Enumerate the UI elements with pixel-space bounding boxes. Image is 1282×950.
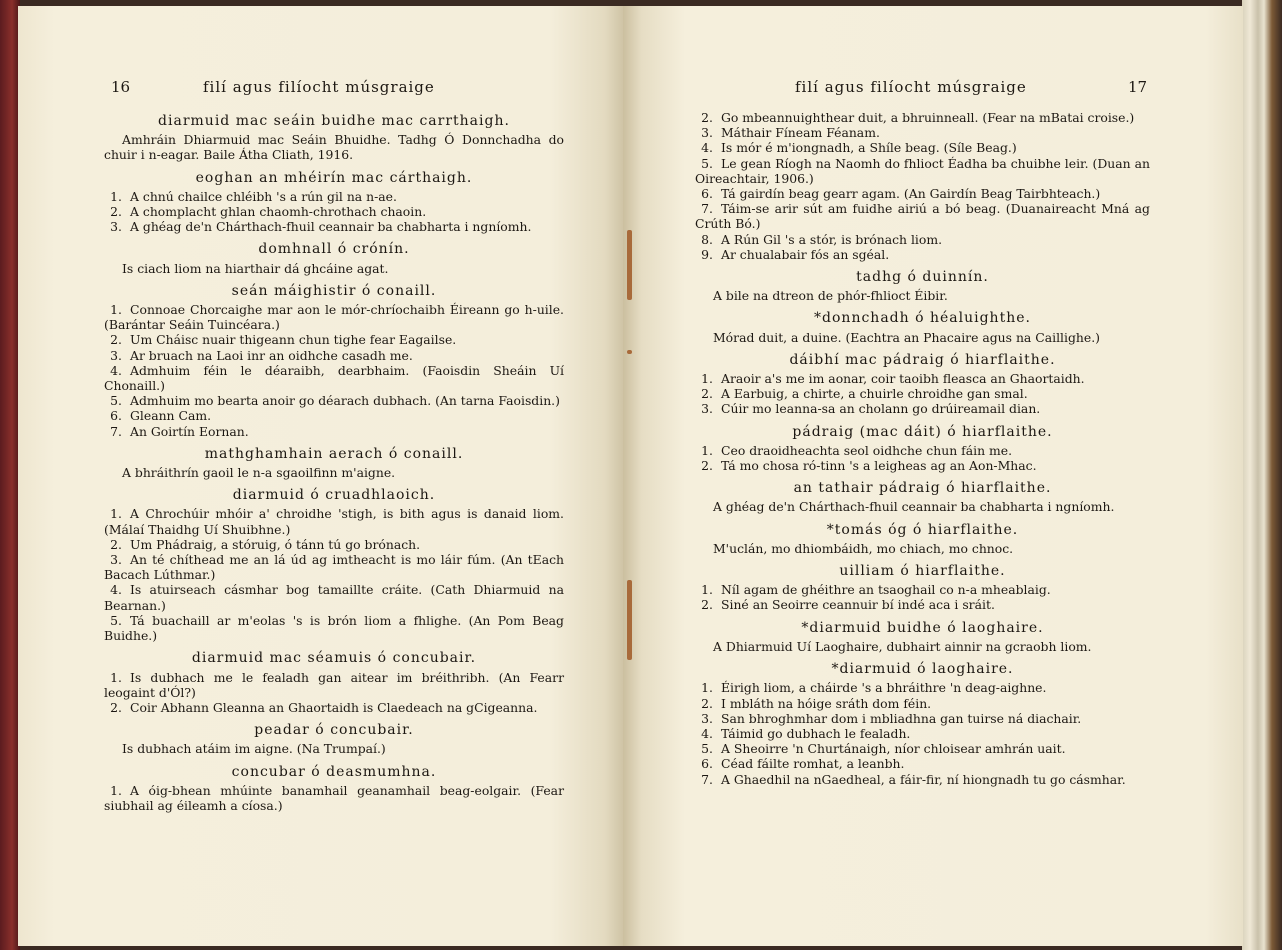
list-item [104,700,564,715]
item-text: Le gean Ríogh na Naomh do fhlioct Éadha ba chuibhe leir. (Duan an Oireachtair, 1906.) [695,155,1150,186]
list-item [695,401,1150,416]
list-item [104,189,564,204]
item-text: Tá gairdín beag gearr agam. (An Gairdín Beag Tairbhteach.) [721,186,1101,202]
item-text: A Rún Gil 's a stór, is brónach liom. [721,231,943,247]
item-text: A Sheoirre 'n Churtánaigh, níor chloisear amhrán uait. [721,741,1066,757]
list-item [695,110,1150,125]
section-heading: uilliam ó hiarflaithe. [839,563,1006,580]
item-number: 5. [110,393,122,409]
item-text: A chnú chailce chléibh 's a rún gil na n-ae. [130,188,397,204]
item-text: Ceo draoidheachta seol oidhche chun fáin me. [721,442,1013,458]
item-text: Níl agam de ghéithre an tsaoghail co n-a mheablaig. [721,582,1051,598]
item-number: 3. [110,347,122,363]
item-number: 2. [110,699,122,715]
section-heading: diarmuid mac séamuis ó concubair. [191,650,477,667]
item-text: A óig-bhean mhúinte banamhail geanamhail beag-eolgair. (Fear siubhail ag éileamh a cíosa.) [104,782,564,813]
list-item [104,552,564,582]
item-text: Céad fáilte romhat, a leanbh. [721,756,905,772]
body-paragraph: A bhráithrín gaoil le n-a sgaoilfinn m'aigne. [122,465,396,481]
item-text: Máthair Fíneam Féanam. [721,125,880,141]
item-number: 4. [701,140,713,156]
item-number: 1. [701,582,713,598]
item-text: Connoae Chorcaighe mar aon le mór-chríochaibh Éireann go h-uile. (Barántar Seáin Tuincéara.) [104,302,564,333]
list-item [104,783,564,813]
item-text: An té chíthead me an lá úd ag imtheacht is mo láir fúm. (An tEach Bacach Lúthmar.) [104,552,564,583]
item-text: Admhuim mo bearta anoir go déarach dubhach. (An tarna Faoisdin.) [130,393,560,409]
item-number: 4. [701,725,713,741]
item-number: 2. [110,204,122,220]
list-item [695,696,1150,711]
item-number: 7. [701,201,713,217]
book-cover-edge-left [0,0,20,950]
list-item [695,201,1150,231]
page-number-left: 16 [111,78,131,96]
item-number: 2. [701,597,713,613]
item-text: Tá mo chosa ró-tinn 's a leigheas ag an Aon-Mhac. [721,458,1037,474]
item-number: 6. [110,408,122,424]
item-text: Táimid go dubhach le fealadh. [721,725,911,741]
list-item [104,302,564,332]
left-page-content [104,106,564,813]
list-item [695,443,1150,458]
right-page-content [695,110,1150,787]
list-item [104,204,564,219]
list-item [104,219,564,234]
section-heading: *diarmuid buidhe ó laoghaire. [801,619,1044,636]
item-text: Is atuirseach cásmhar bog tamaillte cráite. (Cath Dhiarmuid na Bearnan.) [104,582,564,613]
list-item [104,348,564,363]
section-heading: *donnchadh ó héaluighthe. [814,310,1031,327]
page-number-right: 17 [1128,78,1148,96]
item-number: 8. [701,231,713,247]
section-heading: seán máighistir ó conaill. [231,282,437,299]
item-text: San bhroghmhar dom i mbliadhna gan tuirse ná diachair. [721,710,1082,726]
item-number: 2. [110,536,122,552]
list-item [695,186,1150,201]
list-item [104,670,564,700]
list-item [695,726,1150,741]
item-number: 3. [110,219,122,235]
item-text: Um Phádraig, a stóruig, ó tánn tú go brónach. [130,536,421,552]
item-number: 7. [701,771,713,787]
list-item [695,711,1150,726]
item-text: Ar bruach na Laoi inr an oidhche casadh me. [130,347,413,363]
list-item [104,393,564,408]
right-page [623,6,1243,946]
item-text: Ar chualabair fós an sgéal. [721,246,890,262]
item-number: 2. [110,332,122,348]
item-number: 3. [701,401,713,417]
item-text: A Ghaedhil na nGaedheal, a fáir-fir, ní hiongnadh tu go cásmhar. [721,771,1126,787]
item-number: 3. [701,125,713,141]
list-item [695,582,1150,597]
book-cover-edge-right [1242,0,1282,950]
item-text: A chomplacht ghlan chaomh-chrothach chaoin. [130,204,427,220]
list-item [695,756,1150,771]
item-number: 6. [701,756,713,772]
list-item [104,613,564,643]
section-heading: dáibhí mac pádraig ó hiarflaithe. [789,351,1056,368]
item-text: A ghéag de'n Chárthach-fhuil ceannair ba chabharta i ngníomh. [130,219,532,235]
item-number: 1. [701,442,713,458]
list-item [104,582,564,612]
list-item [695,597,1150,612]
section-heading: *diarmuid ó laoghaire. [831,661,1014,678]
item-number: 1. [110,506,122,522]
list-item [695,741,1150,756]
item-number: 3. [701,710,713,726]
item-number: 5. [110,612,122,628]
list-item [695,156,1150,186]
body-paragraph: M'uclán, mo dhiombáidh, mo chiach, mo chnoc. [713,540,1014,556]
item-text: Éirigh liom, a cháirde 's a bhráithre 'n deag-aighne. [721,680,1047,696]
item-number: 2. [701,110,713,125]
body-paragraph: A ghéag de'n Chárthach-fhuil ceannair ba chabharta i ngníomh. [713,499,1115,515]
item-number: 2. [701,458,713,474]
item-number: 1. [110,188,122,204]
item-number: 4. [110,362,122,378]
item-number: 9. [701,246,713,262]
section-heading: eoghan an mhéirín mac cárthaigh. [195,169,473,186]
list-item [695,772,1150,787]
body-paragraph: Is ciach liom na hiarthair dá ghcáine agat. [122,260,389,276]
section-heading: *tomás óg ó hiarflaithe. [826,521,1019,538]
item-number: 1. [701,680,713,696]
item-text: Gleann Cam. [130,408,212,424]
list-item [104,408,564,423]
list-item [104,363,564,393]
body-paragraph: Amhráin Dhiarmuid mac Seáin Bhuidhe. Tadhg Ó Donnchadha do chuir i n-eagar. Baile Átha Cliath, 1916. [104,132,564,163]
section-heading: peadar ó concubair. [254,722,414,739]
list-item [104,424,564,439]
section-heading: pádraig (mac dáit) ó hiarflaithe. [792,423,1053,440]
item-text: Go mbeannuighthear duit, a bhruinneall. (Fear na mBatai croise.) [721,110,1135,125]
running-head-right: filí agus filíocht músgraige [795,78,1027,96]
item-number: 5. [701,155,713,171]
body-paragraph: A Dhiarmuid Uí Laoghaire, dubhairt ainnir na gcraobh liom. [713,638,1092,654]
list-item [695,125,1150,140]
list-item [695,140,1150,155]
binding-thread [627,230,633,660]
item-number: 7. [110,423,122,439]
item-text: Siné an Seoirre ceannuir bí indé aca i sráit. [721,597,995,613]
item-text: A Chrochúir mhóir a' chroidhe 'stigh, is bith agus is danaid liom. (Málaí Thaidhg Uí Shuibhne.) [104,506,564,537]
item-number: 3. [110,552,122,568]
section-heading: domhnall ó crónín. [258,241,410,258]
item-text: Cúir mo leanna-sa an cholann go drúireamail dian. [721,401,1041,417]
item-number: 1. [110,302,122,318]
body-paragraph: Is dubhach atáim im aigne. (Na Trumpaí.) [122,741,386,757]
item-number: 1. [110,669,122,685]
list-item [695,371,1150,386]
running-head-left: filí agus filíocht músgraige [203,78,435,96]
item-number: 2. [701,386,713,402]
section-heading: tadhg ó duinnín. [856,269,989,286]
item-text: Is mór é m'iongnadh, a Shíle beag. (Síle Beag.) [721,140,1017,156]
item-number: 6. [701,186,713,202]
list-item [104,332,564,347]
item-number: 5. [701,741,713,757]
body-paragraph: A bile na dtreon de phór-fhlioct Éibir. [713,288,948,304]
list-item [104,537,564,552]
section-heading: diarmuid mac seáin buidhe mac carrthaigh. [158,113,510,129]
item-text: I mbláth na hóige sráth dom féin. [721,695,932,711]
item-number: 2. [701,695,713,711]
list-item [695,247,1150,262]
list-item [695,232,1150,247]
section-heading: concubar ó deasmumhna. [231,763,437,780]
item-number: 4. [110,582,122,598]
list-item [695,680,1150,695]
list-item [695,386,1150,401]
list-item [695,458,1150,473]
item-text: Is dubhach me le fealadh gan aitear im bréithribh. (An Fearr leogaint d'Ól?) [104,669,564,700]
item-text: Araoir a's me im aonar, coir taoibh fleasca an Ghaortaidh. [721,371,1085,387]
section-heading: mathghamhain aerach ó conaill. [204,445,464,462]
section-heading: an tathair pádraig ó hiarflaithe. [793,480,1052,497]
item-text: Tá buachaill ar m'eolas 's is brón liom a fhlighe. (An Pom Beag Buidhe.) [104,612,564,644]
item-text: Um Cháisc nuair thigeann chun tighe fear Eagailse. [130,332,457,348]
item-number: 1. [110,782,122,798]
body-paragraph: Mórad duit, a duine. (Eachtra an Phacaire agus na Caillighe.) [713,329,1100,345]
item-number: 1. [701,371,713,387]
item-text: A Earbuig, a chirte, a chuirle chroidhe gan smal. [721,386,1028,402]
section-heading: diarmuid ó cruadhlaoich. [232,487,436,504]
list-item [104,506,564,536]
item-text: Coir Abhann Gleanna an Ghaortaidh is Claedeach na gCigeanna. [130,699,538,715]
left-page [18,6,623,946]
item-text: Admhuim féin le déaraibh, dearbhaim. (Faoisdin Sheáin Uí Chonaill.) [104,362,564,394]
item-text: An Goirtín Eornan. [130,423,249,439]
item-text: Táim-se arir sút am fuidhe airiú a bó beag. (Duanaireacht Mná ag Crúth Bó.) [695,201,1150,232]
